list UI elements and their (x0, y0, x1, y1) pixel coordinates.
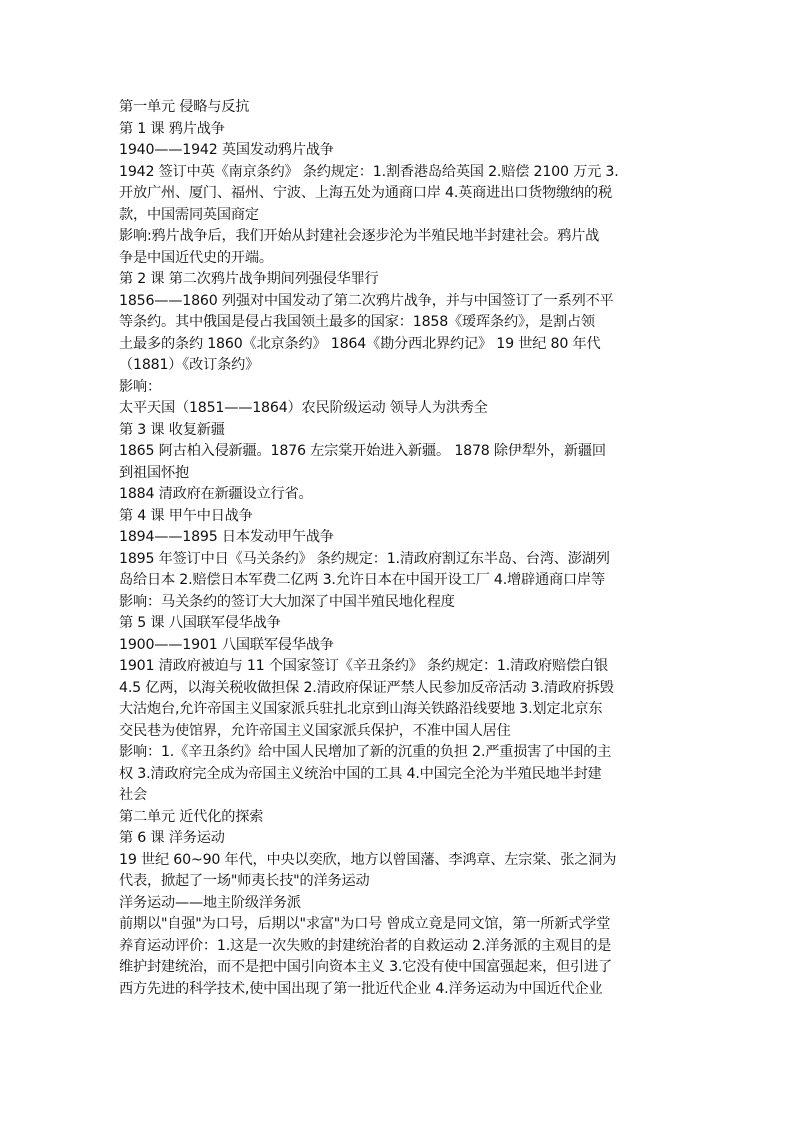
text-line: 社会 (119, 787, 147, 803)
text-line: 19 世纪 60~90 年代，中央以奕欣，地方以曾国藩、李鸿章、左宗棠、张之洞为 (119, 851, 617, 868)
text-line: 1901 清政府被迫与 11 个国家签订《辛丑条约》 条约规定：1.清政府赔偿白银 (119, 658, 608, 674)
text-line: 影响:鸦片战争后，我们开始从封建社会逐步沦为半殖民地半封建社会。鸦片战 (119, 228, 600, 244)
lesson-2-heading: 第 2 课 第二次鸦片战争期间列强侵华罪行 (119, 271, 379, 287)
text-line: 权 3.清政府完全成为帝国主义统治中国的工具 4.中国完全沦为半殖民地半封建 (119, 765, 602, 782)
text-line: 影响：1.《辛丑条约》给中国人民增加了新的沉重的负担 2.严重损害了中国的主 (119, 744, 612, 760)
text-line: 岛给日本 2.赔偿日本军费二亿两 3.允许日本在中国开设工厂 4.增辟通商口岸等 (119, 572, 605, 588)
text-line: 养育运动评价：1.这是一次失败的封建统治者的自救运动 2.洋务派的主观目的是 (119, 937, 612, 954)
lesson-3-heading: 第 3 课 收复新疆 (119, 421, 225, 438)
lesson-6-heading: 第 6 课 洋务运动 (119, 830, 225, 846)
text-line: 洋务运动——地主阶级洋务派 (119, 894, 301, 911)
text-line: 太平天国（1851——1864）农民阶级运动 领导人为洪秀全 (119, 400, 488, 416)
text-line: 影响：马关条约的签订大大加深了中国半殖民地化程度 (119, 593, 455, 610)
unit-2-heading: 第二单元 近代化的探索 (119, 808, 264, 825)
text-line: 交民巷为使馆界，允许帝国主义国家派兵保护，不准中国人居住 (119, 722, 511, 739)
text-line: 等条约。其中俄国是侵占我国领土最多的国家：1858《瑷珲条约》，是割占领 (119, 314, 595, 330)
text-line: 4.5 亿两，以海关税收做担保 2.清政府保证严禁人民参加反帝活动 3.清政府拆毁 (119, 679, 614, 696)
text-line: 1884 清政府在新疆设立行省。 (119, 486, 313, 502)
text-line: 前期以"自强"为口号，后期以"求富"为口号 曾成立竟是同文馆，第一所新式学堂 (119, 916, 611, 932)
text-line: 1940——1942 英国发动鸦片战争 (119, 142, 334, 158)
text-line: 西方先进的科学技术,使中国出现了第一批近代企业 4.洋务运动为中国近代企业 (119, 980, 603, 997)
text-line: 开放广州、厦门、福州、宁波、上海五处为通商口岸 4.英商进出口货物缴纳的税 (119, 185, 613, 201)
text-line: 款，中国需同英国商定 (119, 206, 259, 223)
text-line: 1894——1895 日本发动甲午战争 (119, 529, 334, 545)
text-line: 1856——1860 列强对中国发动了第二次鸦片战争，并与中国签订了一系列不平 (119, 292, 614, 309)
unit-1-heading: 第一单元 侵略与反抗 (119, 99, 250, 115)
text-line: 代表，掀起了一场"师夷长技"的洋务运动 (119, 873, 370, 889)
document-body (119, 97, 684, 1000)
lesson-4-heading: 第 4 课 甲午中日战争 (119, 507, 253, 524)
text-line: （1881）《改订条约》 (119, 357, 260, 373)
text-line: 到祖国怀抱 (119, 464, 189, 481)
lesson-1-heading: 第 1 课 鸦片战争 (119, 120, 225, 137)
text-line: 1942 签订中英《南京条约》 条约规定：1.割香港岛给英国 2.赔偿 2100 万元 3. (119, 163, 619, 180)
text-line: 土最多的条约 1860《北京条约》 1864《勘分西北界约记》 19 世纪 80 年代 (119, 335, 601, 352)
text-line: 1900——1901 八国联军侵华战争 (119, 636, 334, 653)
text-line: 影响： (119, 378, 161, 395)
text-line: 大沽炮台,允许帝国主义国家派兵驻扎北京到山海关铁路沿线要地 3.划定北京东 (119, 701, 603, 717)
text-line: 维护封建统治，而不是把中国引向资本主义 3.它没有使中国富强起来，但引进了 (119, 959, 613, 975)
lesson-5-heading: 第 5 课 八国联军侵华战争 (119, 615, 281, 631)
text-line: 争是中国近代史的开端。 (119, 249, 273, 266)
text-line: 1895 年签订中日《马关条约》 条约规定：1.清政府割辽东半岛、台湾、澎湖列 (119, 550, 610, 567)
text-line: 1865 阿古柏入侵新疆。1876 左宗棠开始进入新疆。 1878 除伊犁外，新疆回 (119, 443, 606, 459)
